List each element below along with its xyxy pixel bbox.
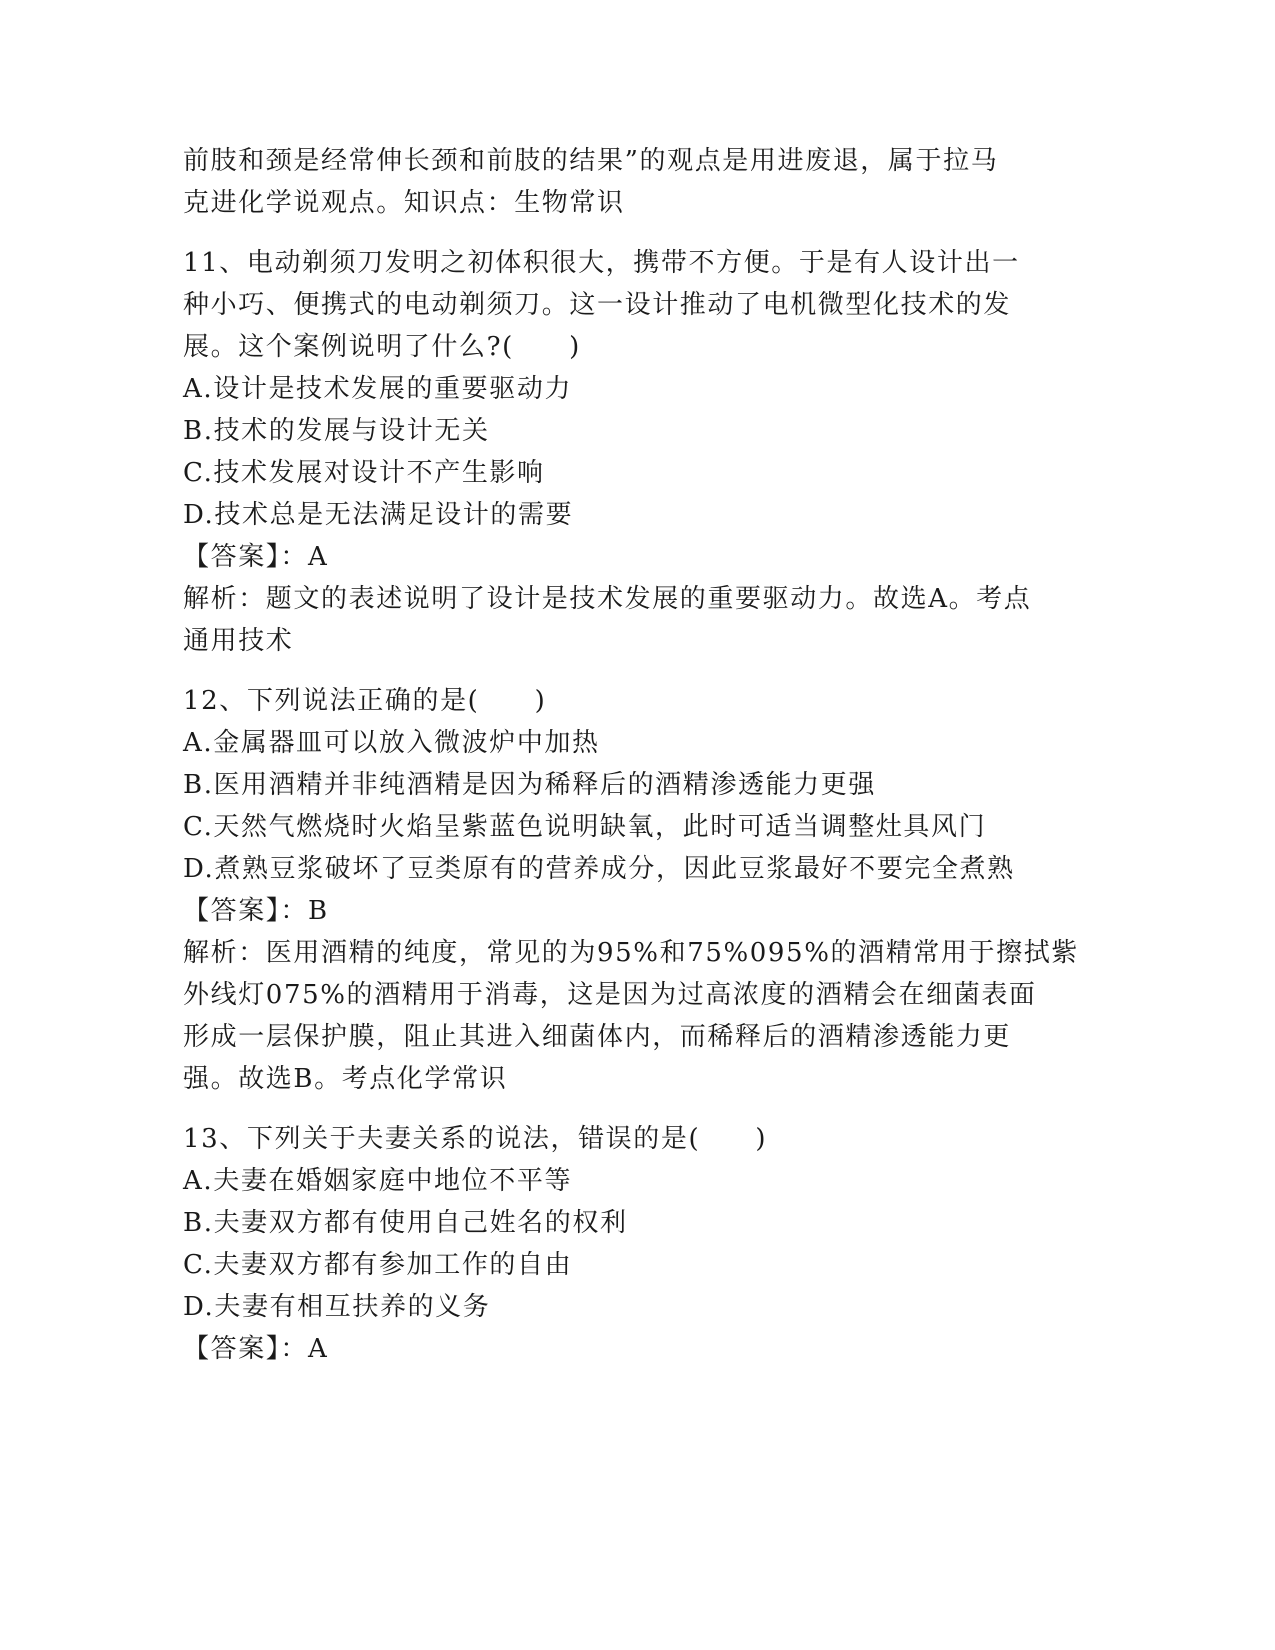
answer: 【答案】：A <box>183 1334 329 1364</box>
option-b: B.夫妻双方都有使用自己姓名的权利 <box>183 1208 628 1238</box>
answer: 【答案】：A <box>183 542 329 572</box>
answer: 【答案】：B <box>183 896 329 926</box>
question-12 <box>183 680 1079 1100</box>
question-stem: 种小巧、便携式的电动剃须刀。这一设计推动了电机微型化技术的发 <box>183 290 1012 320</box>
option-d: D.夫妻有相互扶养的义务 <box>183 1292 491 1322</box>
question-stem: 11、电动剃须刀发明之初体积很大，携带不方便。于是有人设计出一 <box>183 248 1020 278</box>
intro-line: 前肢和颈是经常伸长颈和前肢的结果”的观点是用进废退，属于拉马 <box>183 146 999 176</box>
analysis: 解析：医用酒精的纯度，常见的为95%和75%095%的酒精常用于擦拭紫 <box>183 938 1079 968</box>
option-b: B.医用酒精并非纯酒精是因为稀释后的酒精渗透能力更强 <box>183 770 876 800</box>
analysis: 外线灯075%的酒精用于消毒，这是因为过高浓度的酒精会在细菌表面 <box>183 980 1037 1010</box>
option-d: D.煮熟豆浆破坏了豆类原有的营养成分，因此豆浆最好不要完全煮熟 <box>183 854 1015 884</box>
question-11 <box>183 242 1063 662</box>
analysis: 解析：题文的表述说明了设计是技术发展的重要驱动力。故选A。考点 <box>183 584 1032 614</box>
document-page <box>183 140 1079 1370</box>
analysis: 形成一层保护膜，阻止其进入细菌体内，而稀释后的酒精渗透能力更 <box>183 1022 1012 1052</box>
option-a: A.金属器皿可以放入微波炉中加热 <box>183 728 600 758</box>
question-stem: 12、下列说法正确的是( ) <box>183 686 547 716</box>
option-a: A.设计是技术发展的重要驱动力 <box>183 374 573 404</box>
intro-line: 克进化学说观点。知识点：生物常识 <box>183 188 625 218</box>
option-c: C.夫妻双方都有参加工作的自由 <box>183 1250 573 1280</box>
question-stem: 13、下列关于夫妻关系的说法，错误的是( ) <box>183 1124 768 1154</box>
option-d: D.技术总是无法满足设计的需要 <box>183 500 574 530</box>
option-c: C.天然气燃烧时火焰呈紫蓝色说明缺氧，此时可适当调整灶具风门 <box>183 812 987 842</box>
question-stem: 展。这个案例说明了什么?( ) <box>183 332 581 362</box>
option-b: B.技术的发展与设计无关 <box>183 416 490 446</box>
analysis: 强。故选B。考点化学常识 <box>183 1064 508 1094</box>
option-a: A.夫妻在婚姻家庭中地位不平等 <box>183 1166 573 1196</box>
option-c: C.技术发展对设计不产生影响 <box>183 458 545 488</box>
question-13 <box>183 1118 1063 1370</box>
analysis: 通用技术 <box>183 626 294 656</box>
intro-paragraph <box>183 140 1063 224</box>
